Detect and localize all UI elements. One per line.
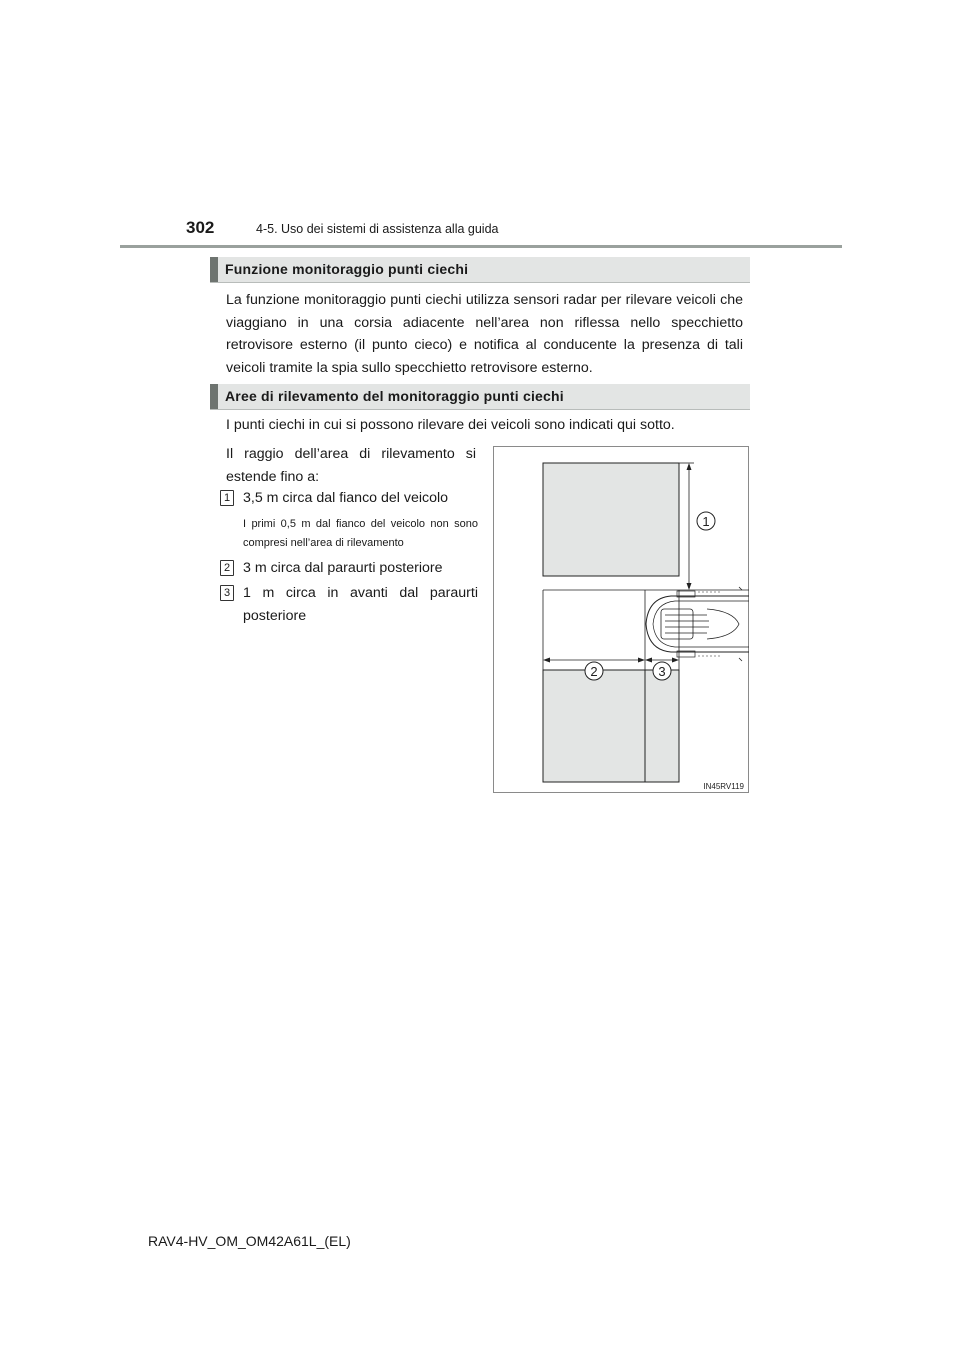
detection-range-intro: Il raggio dell’area di rilevamento si estende fino a: bbox=[226, 446, 476, 485]
heading-accent-bar bbox=[210, 257, 218, 282]
section-heading-label: Funzione monitoraggio punti ciechi bbox=[225, 261, 469, 277]
item-number-1: 1 bbox=[220, 490, 234, 506]
item-number-3: 3 bbox=[220, 585, 234, 601]
callout-2 bbox=[585, 662, 603, 680]
function-description: La funzione monitoraggio punti ciechi utilizza sensori radar per rilevare veicoli che viaggiano in una corsia adiacente nell’area non riflessa nello specchietto retrovisore esterno (il punto cieco) e notifica al conducente la presenza di tali veicoli tramite la spia sullo specchietto retrovisore esterno. bbox=[226, 292, 743, 376]
side-detection-zone bbox=[543, 463, 679, 576]
rear-detection-zone bbox=[543, 670, 679, 782]
heading-accent-bar bbox=[210, 384, 218, 409]
document-code: RAV4-HV_OM_OM42A61L_(EL) bbox=[148, 1233, 351, 1249]
page-number: 302 bbox=[186, 218, 215, 237]
svg-text:2: 2 bbox=[590, 664, 598, 679]
item-text-3: 1 m circa in avanti dal paraurti posteriore bbox=[243, 585, 478, 624]
section-heading-blind-spot-function bbox=[210, 257, 750, 283]
item-number-2: 2 bbox=[220, 560, 234, 576]
section-heading-label: Aree di rilevamento del monitoraggio punti ciechi bbox=[225, 388, 564, 404]
header-divider bbox=[120, 245, 842, 248]
detection-areas-intro: I punti ciechi in cui si possono rilevare dei veicoli sono indicati qui sotto. bbox=[226, 417, 675, 433]
chapter-title: 4-5. Uso dei sistemi di assistenza alla guida bbox=[256, 222, 499, 236]
item-text-1: 3,5 m circa dal fianco del veicolo bbox=[243, 490, 449, 506]
svg-text:3: 3 bbox=[658, 664, 666, 679]
svg-text:1: 1 bbox=[702, 514, 710, 529]
item-note-1: I primi 0,5 m dal fianco del veicolo non sono compresi nell’area di rilevamento bbox=[243, 518, 478, 549]
figure-code: IN45RV119 bbox=[703, 782, 744, 791]
item-text-2: 3 m circa dal paraurti posteriore bbox=[243, 560, 443, 576]
section-heading-detection-areas bbox=[210, 384, 750, 410]
callout-3 bbox=[653, 662, 671, 680]
callout-1 bbox=[697, 512, 715, 530]
detection-area-diagram bbox=[493, 446, 749, 793]
